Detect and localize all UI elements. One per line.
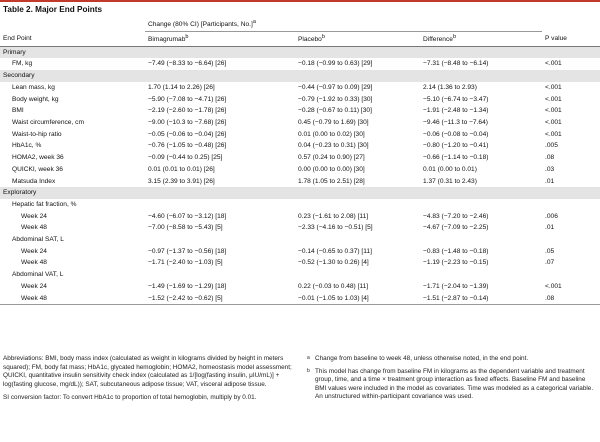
bimagrumab-value: 1.70 (1.14 to 2.26) [26] bbox=[145, 82, 295, 94]
table-row bbox=[0, 281, 600, 293]
p-value: .08 bbox=[542, 293, 600, 305]
row-label: Matsuda Index bbox=[0, 176, 145, 188]
row-label: HbA1c, % bbox=[0, 140, 145, 152]
end-points-table bbox=[0, 17, 600, 305]
p-value bbox=[542, 234, 600, 246]
bimagrumab-value: −7.00 (−8.58 to −5.43) [5] bbox=[145, 222, 295, 234]
bimagrumab-value: −7.49 (−8.33 to −6.64) [26] bbox=[145, 58, 295, 70]
bimagrumab-value: −0.97 (−1.37 to −0.56) [18] bbox=[145, 246, 295, 258]
bimagrumab-value: −1.52 (−2.42 to −0.62) [5] bbox=[145, 293, 295, 305]
p-value bbox=[542, 199, 600, 211]
bimagrumab-value: −0.76 (−1.05 to −0.48) [26] bbox=[145, 140, 295, 152]
difference-value: −1.19 (−2.23 to −0.15) bbox=[420, 257, 542, 269]
table-row bbox=[0, 211, 600, 223]
p-value: .07 bbox=[542, 257, 600, 269]
placebo-value: −0.44 (−0.97 to 0.09) [29] bbox=[295, 82, 420, 94]
header-column-row bbox=[0, 31, 600, 46]
row-label: Week 24 bbox=[0, 211, 145, 223]
difference-value: 0.01 (0.00 to 0.01) bbox=[420, 164, 542, 176]
footnote-b: b This model has change from baseline FM in kilograms as the dependent variable and treatment group, time, and a time × treatment group interaction as fixed effects. Baseline FM and baseline BMI values were included in the model as covariates. Time was modeled as a categorical variable. An unstructured within-participant covariance was used. bbox=[307, 367, 594, 401]
table-row bbox=[0, 269, 600, 281]
difference-value bbox=[420, 199, 542, 211]
p-value bbox=[542, 269, 600, 281]
p-value: <.001 bbox=[542, 117, 600, 129]
section-label: Exploratory bbox=[0, 187, 600, 199]
row-label: Waist circumference, cm bbox=[0, 117, 145, 129]
table-row bbox=[0, 234, 600, 246]
section-row bbox=[0, 187, 600, 199]
col-end-point: End Point bbox=[0, 31, 145, 46]
bimagrumab-value: −1.71 (−2.40 to −1.03) [5] bbox=[145, 257, 295, 269]
header-group-row bbox=[0, 17, 600, 31]
difference-value bbox=[420, 234, 542, 246]
row-label: Week 48 bbox=[0, 293, 145, 305]
row-label: Abdominal VAT, L bbox=[0, 269, 145, 281]
table-row bbox=[0, 222, 600, 234]
abbreviations-note: Abbreviations: BMI, body mass index (calculated as weight in kilograms divided by height in meters squared); FM, body fat mass; HbA1c, glycated hemoglobin; HOMA2, homeostasis model assessment; QUICKI, quantitative insulin sensitivity check index (calculated as 1/[log(fasting insulin, μIU/mL)] + log(fasting glucose, mg/dL)); SAT, subcutaneous adipose tissue; VAT, visceral adipose tissue. bbox=[3, 355, 292, 388]
placebo-value bbox=[295, 199, 420, 211]
row-label: Body weight, kg bbox=[0, 94, 145, 106]
placebo-value: 0.23 (−1.61 to 2.08) [11] bbox=[295, 211, 420, 223]
difference-value: −1.91 (−2.48 to −1.34) bbox=[420, 105, 542, 117]
table-row bbox=[0, 117, 600, 129]
col-placebo: Placebo$^b$ bbox=[295, 31, 420, 46]
bimagrumab-value: −0.05 (−0.06 to −0.04) [26] bbox=[145, 129, 295, 141]
table-row bbox=[0, 257, 600, 269]
table-row bbox=[0, 140, 600, 152]
table-row bbox=[0, 152, 600, 164]
placebo-value: 0.04 (−0.23 to 0.31) [30] bbox=[295, 140, 420, 152]
bimagrumab-value: −9.00 (−10.3 to −7.68) [26] bbox=[145, 117, 295, 129]
table-title: Table 2. Major End Points bbox=[3, 5, 103, 14]
placebo-value: 0.22 (−0.03 to 0.48) [11] bbox=[295, 281, 420, 293]
table-row bbox=[0, 293, 600, 305]
table-title-bar bbox=[0, 0, 600, 16]
p-value: .005 bbox=[542, 140, 600, 152]
placebo-value: 0.57 (0.24 to 0.90) [27] bbox=[295, 152, 420, 164]
p-value: <.001 bbox=[542, 94, 600, 106]
bimagrumab-value: −2.19 (−2.60 to −1.78) [26] bbox=[145, 105, 295, 117]
table-row bbox=[0, 199, 600, 211]
difference-value: 1.37 (0.31 to 2.43) bbox=[420, 176, 542, 188]
row-label: Abdominal SAT, L bbox=[0, 234, 145, 246]
p-value: .01 bbox=[542, 176, 600, 188]
difference-value: −1.51 (−2.87 to −0.14) bbox=[420, 293, 542, 305]
table-row bbox=[0, 94, 600, 106]
placebo-value bbox=[295, 234, 420, 246]
section-row bbox=[0, 46, 600, 58]
row-label: QUICKI, week 36 bbox=[0, 164, 145, 176]
difference-value: −9.46 (−11.3 to −7.64) bbox=[420, 117, 542, 129]
bimagrumab-value bbox=[145, 234, 295, 246]
notes-right bbox=[307, 355, 597, 406]
p-value: .006 bbox=[542, 211, 600, 223]
placebo-value: −2.33 (−4.16 to −0.51) [5] bbox=[295, 222, 420, 234]
footnote-a: a Change from baseline to week 48, unless otherwise noted, in the end point. bbox=[307, 355, 529, 362]
section-label: Secondary bbox=[0, 70, 600, 82]
placebo-value: 0.00 (0.00 to 0.00) [30] bbox=[295, 164, 420, 176]
row-label: BMI bbox=[0, 105, 145, 117]
change-group-header: Change (80% CI) [Participants, No.]$^a$ bbox=[145, 17, 542, 31]
p-value: .03 bbox=[542, 164, 600, 176]
placebo-value: 0.01 (0.00 to 0.02) [30] bbox=[295, 129, 420, 141]
difference-value: −0.66 (−1.14 to −0.18) bbox=[420, 152, 542, 164]
row-label: Hepatic fat fraction, % bbox=[0, 199, 145, 211]
row-label: Waist-to-hip ratio bbox=[0, 129, 145, 141]
placebo-value: −0.14 (−0.65 to 0.37) [11] bbox=[295, 246, 420, 258]
row-label: Lean mass, kg bbox=[0, 82, 145, 94]
placebo-value bbox=[295, 269, 420, 281]
p-value: <.001 bbox=[542, 281, 600, 293]
table-row bbox=[0, 176, 600, 188]
placebo-value: −0.28 (−0.67 to 0.11) [30] bbox=[295, 105, 420, 117]
p-value: .01 bbox=[542, 222, 600, 234]
bimagrumab-value: −5.90 (−7.08 to −4.71) [26] bbox=[145, 94, 295, 106]
p-value: <.001 bbox=[542, 82, 600, 94]
placebo-value: −0.18 (−0.99 to 0.63) [29] bbox=[295, 58, 420, 70]
section-row bbox=[0, 70, 600, 82]
difference-value: −0.06 (−0.08 to −0.04) bbox=[420, 129, 542, 141]
bimagrumab-value: −0.09 (−0.44 to 0.25) [25] bbox=[145, 152, 295, 164]
section-label: Primary bbox=[0, 46, 600, 58]
placebo-value: 1.78 (1.05 to 2.51) [28] bbox=[295, 176, 420, 188]
difference-value: −4.67 (−7.09 to −2.25) bbox=[420, 222, 542, 234]
notes-left bbox=[3, 355, 295, 408]
placebo-value: −0.52 (−1.30 to 0.26) [4] bbox=[295, 257, 420, 269]
row-label: HOMA2, week 36 bbox=[0, 152, 145, 164]
difference-value: −5.10 (−6.74 to −3.47) bbox=[420, 94, 542, 106]
bimagrumab-value bbox=[145, 199, 295, 211]
placebo-value: −0.01 (−1.05 to 1.03) [4] bbox=[295, 293, 420, 305]
difference-value: −1.71 (−2.04 to −1.39) bbox=[420, 281, 542, 293]
p-value: .05 bbox=[542, 246, 600, 258]
col-bimagrumab: Bimagrumab$^b$ bbox=[145, 31, 295, 46]
p-value: <.001 bbox=[542, 105, 600, 117]
bimagrumab-value: −4.60 (−6.07 to −3.12) [18] bbox=[145, 211, 295, 223]
table-row bbox=[0, 129, 600, 141]
difference-value bbox=[420, 269, 542, 281]
table-row bbox=[0, 105, 600, 117]
conversion-note: SI conversion factor: To convert HbA1c to proportion of total hemoglobin, multiply by 0.01. bbox=[3, 394, 257, 402]
p-value: <.001 bbox=[542, 129, 600, 141]
table-row bbox=[0, 58, 600, 70]
col-p-value: P value bbox=[542, 31, 600, 46]
difference-value: −0.83 (−1.48 to −0.18) bbox=[420, 246, 542, 258]
row-label: Week 24 bbox=[0, 281, 145, 293]
col-difference: Difference$^b$ bbox=[420, 31, 542, 46]
row-label: Week 24 bbox=[0, 246, 145, 258]
difference-value: 2.14 (1.36 to 2.93) bbox=[420, 82, 542, 94]
table-row bbox=[0, 164, 600, 176]
placebo-value: 0.45 (−0.79 to 1.69) [30] bbox=[295, 117, 420, 129]
difference-value: −0.80 (−1.20 to −0.41) bbox=[420, 140, 542, 152]
bimagrumab-value: −1.49 (−1.69 to −1.29) [18] bbox=[145, 281, 295, 293]
table-row bbox=[0, 246, 600, 258]
row-label: Week 48 bbox=[0, 257, 145, 269]
placebo-value: −0.79 (−1.92 to 0.33) [30] bbox=[295, 94, 420, 106]
p-value: <.001 bbox=[542, 58, 600, 70]
bimagrumab-value: 0.01 (0.01 to 0.01) [26] bbox=[145, 164, 295, 176]
difference-value: −7.31 (−8.48 to −6.14) bbox=[420, 58, 542, 70]
bimagrumab-value: 3.15 (2.39 to 3.91) [26] bbox=[145, 176, 295, 188]
p-value: .08 bbox=[542, 152, 600, 164]
row-label: FM, kg bbox=[0, 58, 145, 70]
table-row bbox=[0, 82, 600, 94]
row-label: Week 48 bbox=[0, 222, 145, 234]
bimagrumab-value bbox=[145, 269, 295, 281]
difference-value: −4.83 (−7.20 to −2.46) bbox=[420, 211, 542, 223]
